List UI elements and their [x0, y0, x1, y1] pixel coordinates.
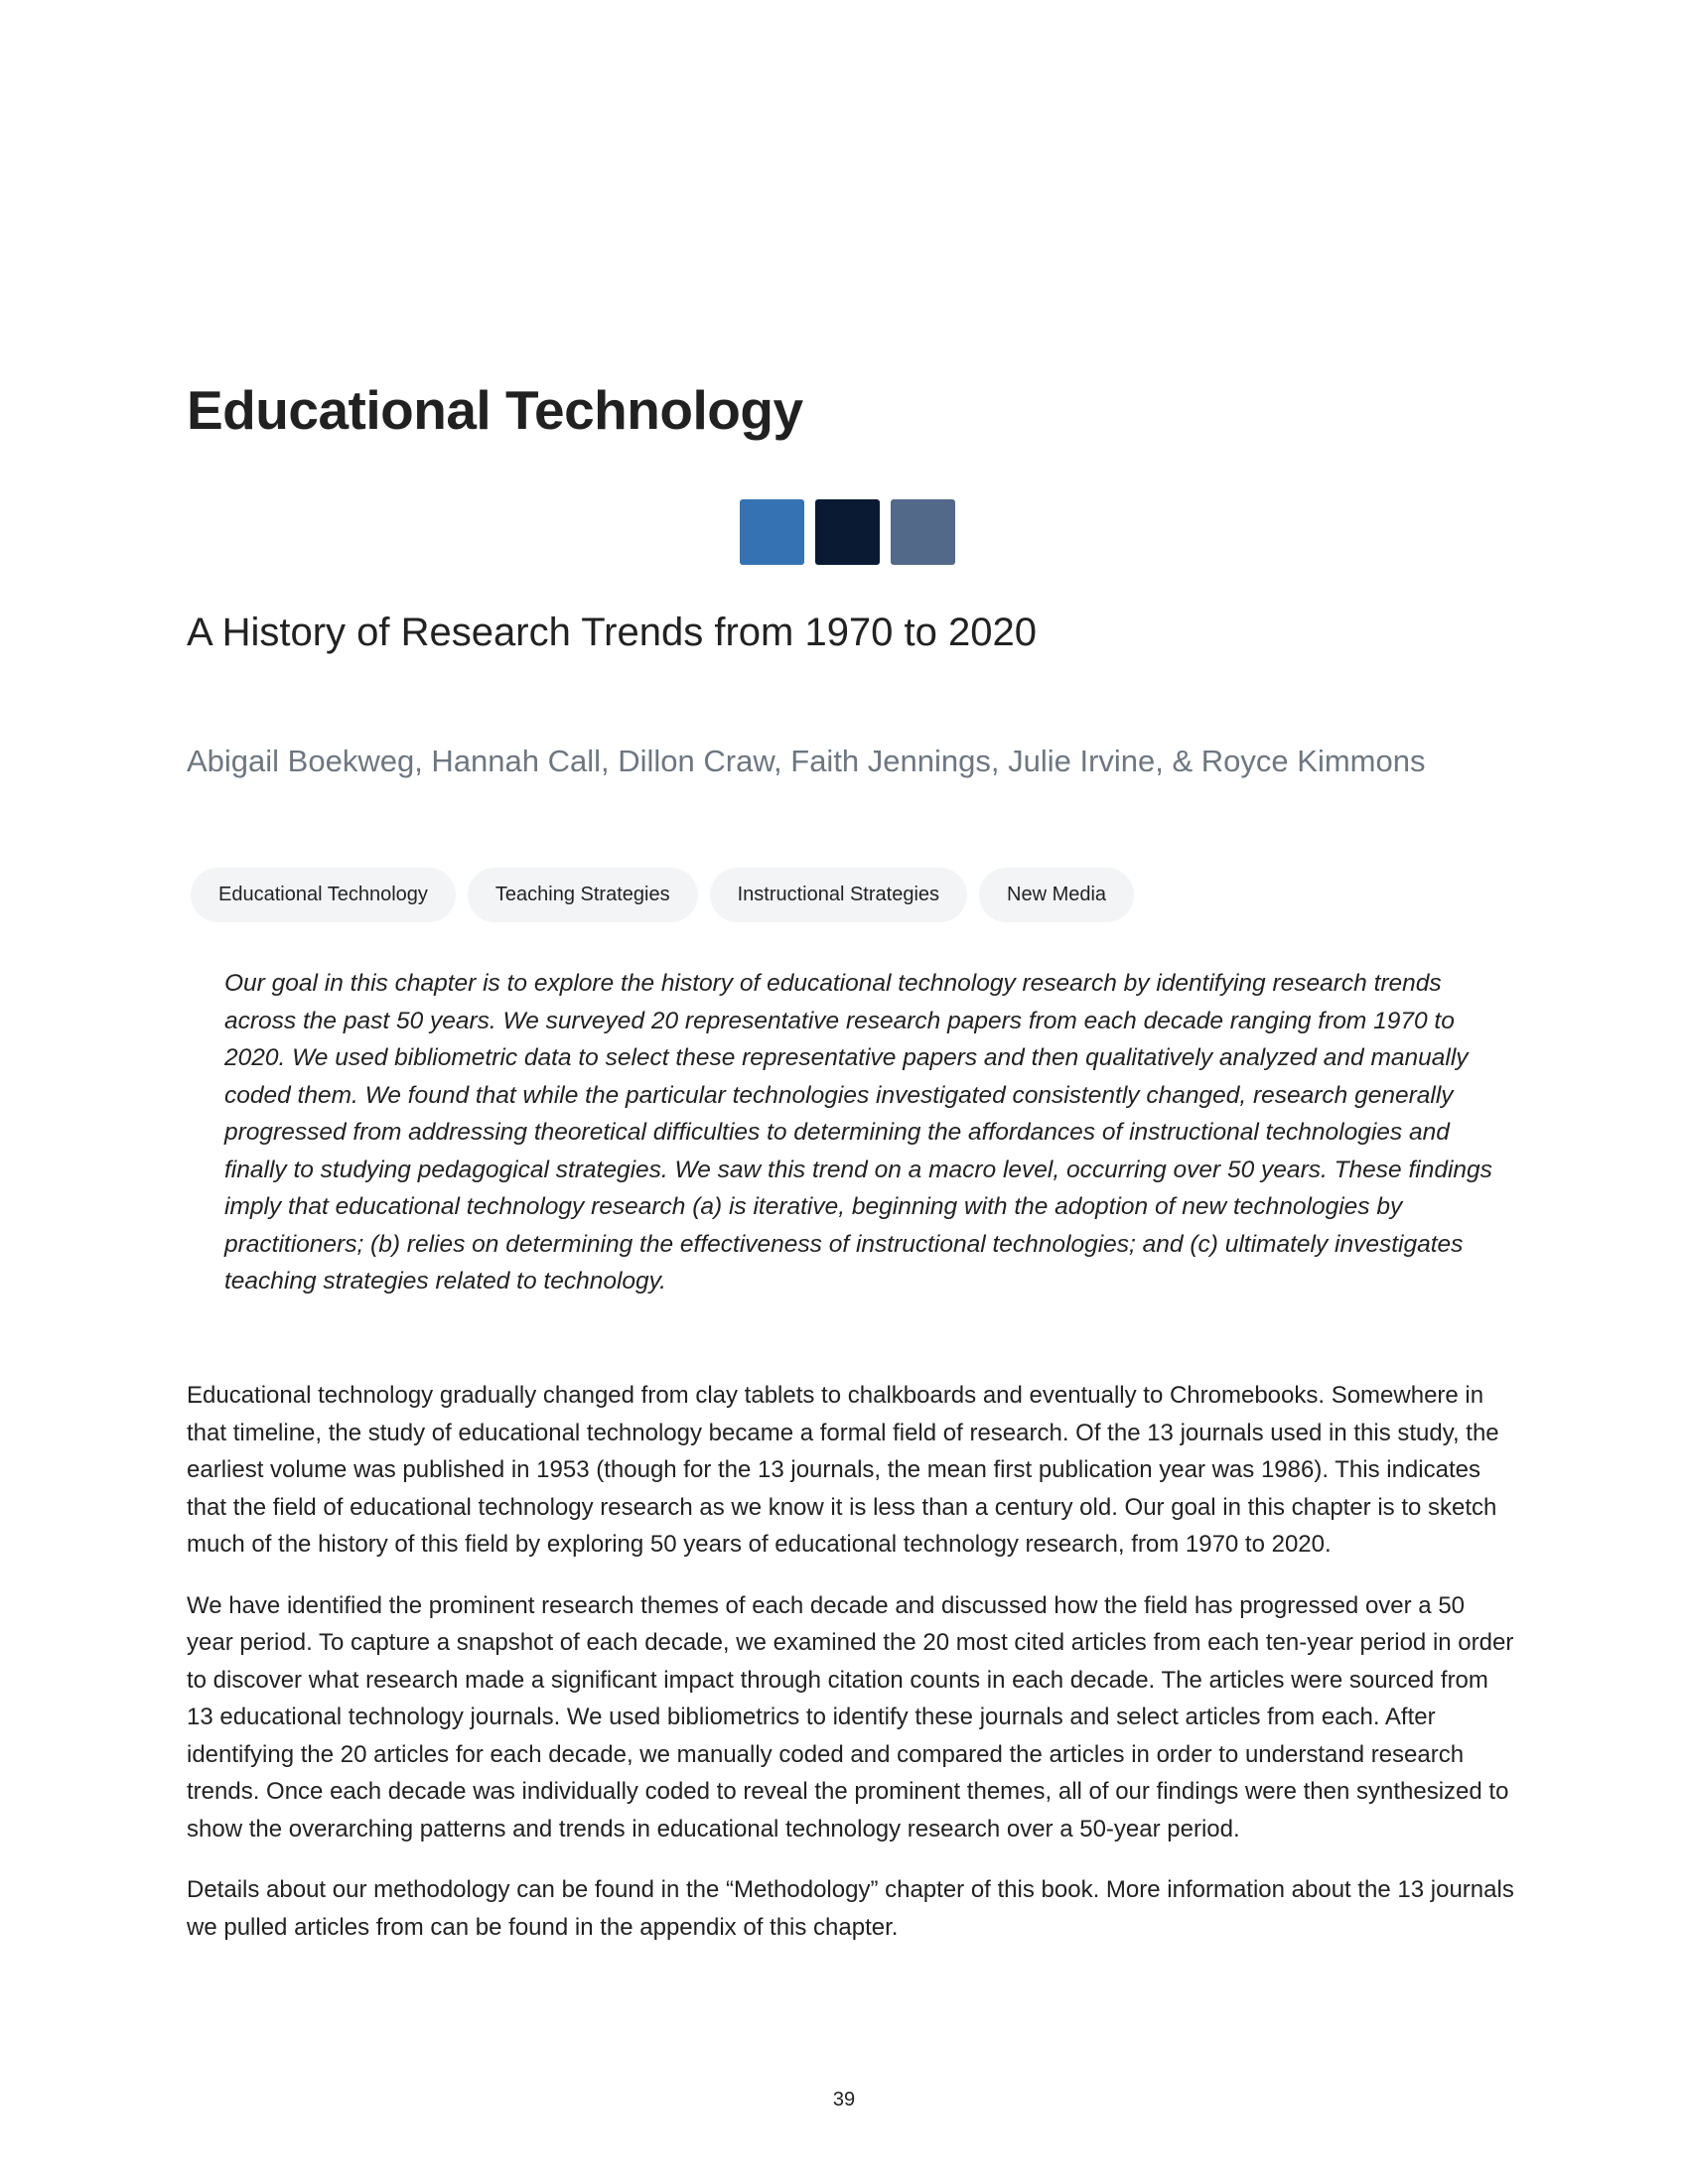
- chapter-title: Educational Technology: [187, 379, 803, 441]
- body-paragraph: Details about our methodology can be found in the “Methodology” chapter of this book. More information about the 13 journals we pulled articles from can be found in the appendix of this chapter.: [187, 1876, 1514, 1941]
- swatch-blue: [740, 499, 804, 565]
- tag-instructional-strategies[interactable]: Instructional Strategies: [710, 868, 967, 922]
- swatch-slate: [891, 499, 955, 565]
- body-paragraph: Educational technology gradually changed from clay tablets to chalkboards and eventually to Chromebooks. Somewhere in that timeline, the study of educational technology became a formal field of research. Of the 13 journals used in this study, the earliest volume was published in 1953 (though for the 13 journals, the mean first publication year was 1986). This indicates that the field of educational technology research as we know it is less than a century old. Our goal in this chapter is to sketch much of the history of this field by exploring 50 years of educational technology research, from 1970 to 2020.: [187, 1382, 1499, 1558]
- abstract: Our goal in this chapter is to explore the history of educational technology research by identifying research trends across the past 50 years. We surveyed 20 representative research papers from each decade ranging from 1970 to 2020. We used bibliometric data to select these representative papers and then qualitatively analyzed and manually coded them. We found that while the particular technologies investigated consistently changed, research generally progressed from addressing theoretical difficulties to determining the affordances of instructional technologies and finally to studying pedagogical strategies. We saw this trend on a macro level, occurring over 50 years. These findings imply that educational technology research (a) is iterative, beginning with the adoption of new technologies by practitioners; (b) relies on determining the effectiveness of instructional technologies; and (c) ultimately investigates teaching strategies related to technology.: [224, 970, 1492, 1295]
- chapter-subtitle: A History of Research Trends from 1970 to 2020: [187, 611, 1037, 654]
- author-list: Abigail Boekweg, Hannah Call, Dillon Craw, Faith Jennings, Julie Irvine, & Royce Kimmons: [187, 744, 1426, 778]
- swatch-navy: [815, 499, 880, 565]
- color-swatches: [740, 499, 955, 565]
- tag-teaching-strategies[interactable]: Teaching Strategies: [468, 868, 698, 922]
- body-paragraph: We have identified the prominent research themes of each decade and discussed how the field has progressed over a 50 year period. To capture a snapshot of each decade, we examined the 20 most cited articles from each ten-year period in order to discover what research made a significant impact through citation counts in each decade. The articles were sourced from 13 educational technology journals. We used bibliometrics to identify these journals and select articles from each. After identifying the 20 articles for each decade, we manually coded and compared the articles in order to understand research trends. Once each decade was individually coded to reveal the prominent themes, all of our findings were then synthesized to show the overarching patterns and trends in educational technology research over a 50-year period.: [187, 1591, 1514, 1843]
- body-text: [187, 1377, 1515, 1970]
- tag-list: [191, 868, 1134, 922]
- tag-new-media[interactable]: New Media: [979, 868, 1134, 922]
- tag-educational-technology[interactable]: Educational Technology: [191, 868, 456, 922]
- page-number: 39: [832, 2089, 856, 2111]
